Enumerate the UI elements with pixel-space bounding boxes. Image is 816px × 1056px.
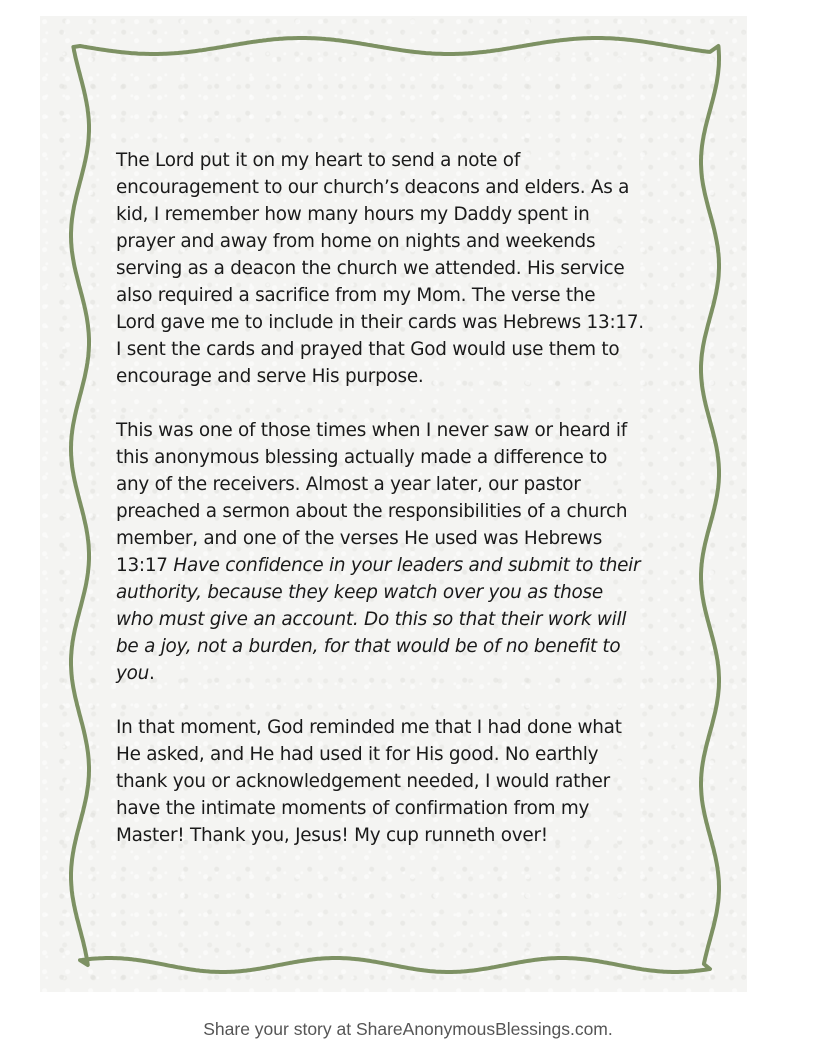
footer-share-link: Share your story at ShareAnonymousBlessings.com. xyxy=(203,1019,613,1039)
paragraph-1: The Lord put it on my heart to send a note of encouragement to our church’s deacons and elders. As a kid, I remember how many hours my Daddy spent in prayer and away from home on nights and weekends serving as a deacon the church we attended. His service also required a sacrifice from my Mom. The verse the Lord gave me to include in their cards was Hebrews 13:17. I sent the cards and prayed that God would use them to encourage and serve His purpose. xyxy=(116,150,644,387)
paragraph-2-intro: This was one of those times when I never saw or heard if this anonymous blessing actually made a difference to any of the receivers. Almost a year later, our pastor preached a sermon about the responsibilities of a church member, and one of the verses He used was Hebrews 13:17 xyxy=(116,420,628,576)
paragraph-2 xyxy=(116,417,676,687)
scripture-quote: Have confidence in your leaders and submit to their authority, because they keep watch over you as those who must give an account. Do this so that their work will be a joy, not a burden, for that would be of no benefit to you xyxy=(116,555,641,684)
story-text xyxy=(116,147,676,849)
paragraph-2-end: . xyxy=(149,663,155,684)
paragraph-3: In that moment, God reminded me that I had done what He asked, and He had used it for His good. No earthly thank you or acknowledgement needed, I would rather have the intimate moments of confirmation from my Master! Thank you, Jesus! My cup runneth over! xyxy=(116,717,622,846)
